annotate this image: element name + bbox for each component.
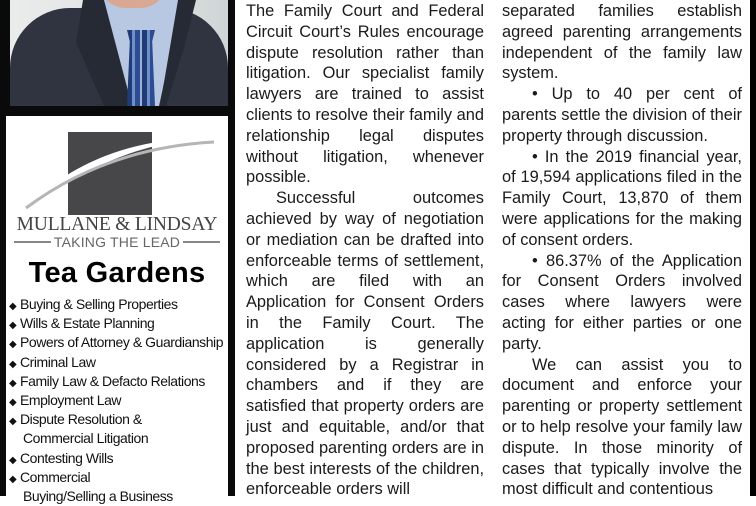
tagline-text: TAKING THE LEAD [53,234,181,250]
page-border [750,0,756,496]
firm-tagline [14,234,220,250]
paragraph: • 86.37% of the Application for Consent Orders involved cases where lawyers were acting for either parties or one party. [502,251,742,353]
paragraph: separated families establish agreed parenting arrangements independent of the family law system. [502,2,742,83]
list-item: ◆ Employment Law [9,391,122,408]
paragraph: We can assist you to document and enforce your parenting or property settlement or to help resolve your family law dispute. In those minority of cases that typically involve the most difficult and contentious [502,355,742,499]
office-location: Tea Gardens [28,257,206,289]
list-item: ◆ Family Law & Defacto Relations [9,372,205,389]
list-item: Buying/Selling a Business [23,487,173,504]
list-item: ◆ Buying & Selling Properties [9,296,178,312]
list-item: ◆ Contesting Wills [9,449,114,466]
list-item: ◆ Criminal Law [9,353,96,370]
paragraph: Successful outcomes achieved by way of negotiation or mediation can be drafted into enforceable terms of settlement, which are filed with an Application for Consent Orders in the Family Court. The application is generally considered by a Registrar in chambers and if they are satisfied that property orders are just and equitable, and/or that proposed parenting orders are in the best interests of the children, enforceable orders will [246,189,484,499]
sidebar [0,0,235,504]
list-item: ◆ Powers of Attorney & Guardianship [9,334,224,351]
paragraph: • In the 2019 financial year, of 19,594 applications filed in the Family Court, 13,870 of them were applications for the making of consent orders. [502,147,742,249]
firm-name: MULLANE & LINDSAY [16,214,218,235]
article-column-2 [502,1,742,500]
firm-card [6,116,228,506]
list-item: ◆ Wills & Estate Planning [9,315,155,332]
paragraph: The Family Court and Federal Circuit Court’s Rules encourage dispute resolution rather than litigation. Our specialist family lawyers are trained to assist clients to resolve their family and relationship legal disputes without litigation, whenever possible. [246,2,484,187]
services-list [9,295,223,506]
list-item: Commercial Litigation [23,430,149,447]
article-column-1 [246,1,484,500]
lawyer-photo [10,0,228,106]
list-item: ◆ Dispute Resolution & [9,411,142,428]
paragraph: • Up to 40 per cent of parents settle the division of their property through discussion. [502,85,742,145]
list-item: ◆ Commercial [9,468,91,485]
